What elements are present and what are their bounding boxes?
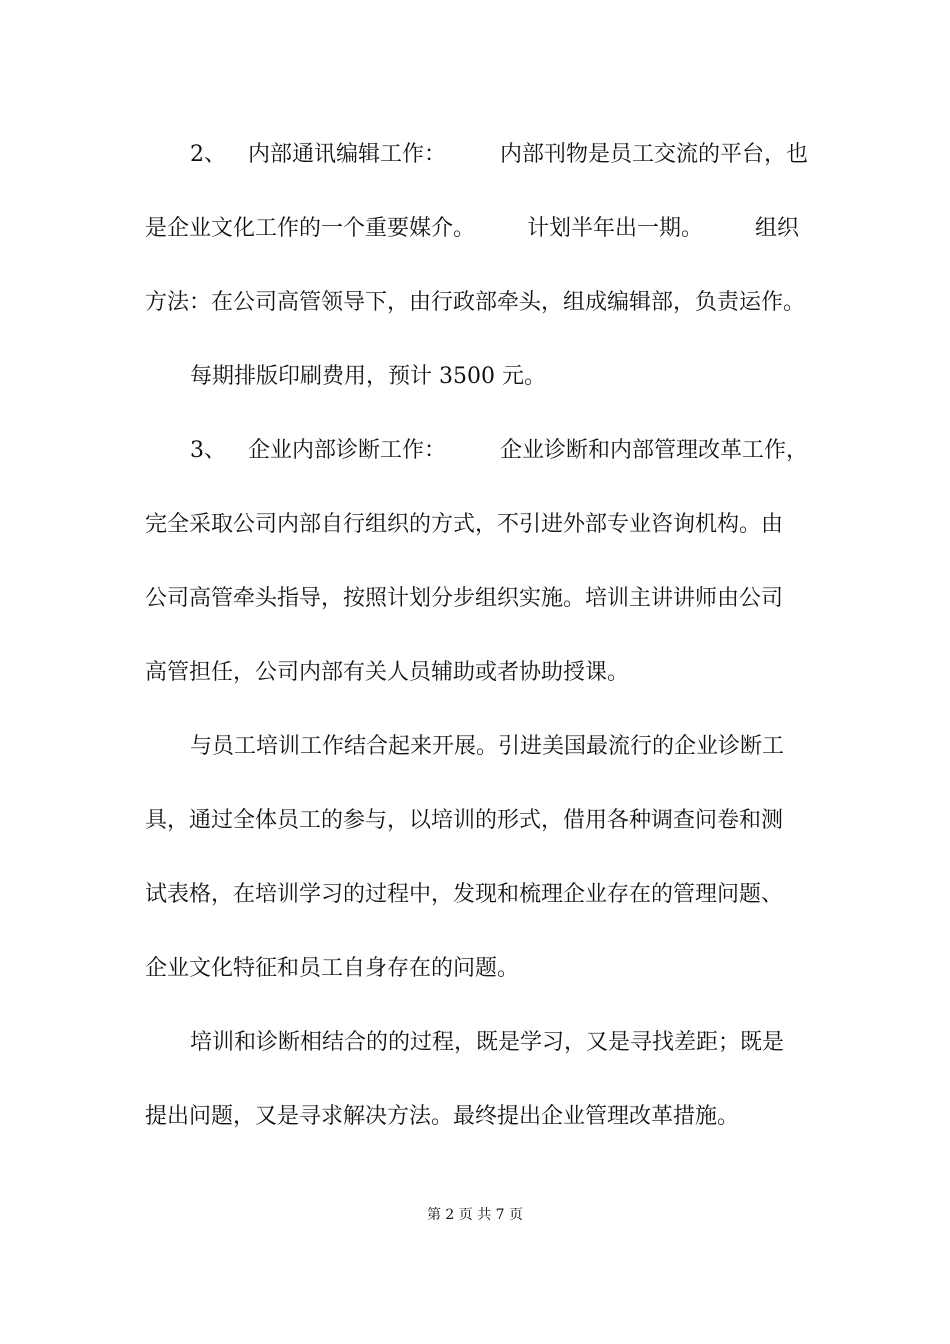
line-text: 与员工培训工作结合起来开展。引进美国最流行的企业诊断工	[190, 734, 785, 759]
line-text: 企业文化特征和员工自身存在的问题。	[145, 956, 520, 981]
item-heading: 企业内部诊断工作：	[248, 438, 447, 463]
text-line-2	[145, 216, 825, 242]
text-line-13	[190, 1030, 870, 1056]
line-segment: 是企业文化工作的一个重要媒介。	[145, 216, 476, 241]
item-text: 内部刊物是员工交流的平台，也	[500, 142, 809, 167]
line-text: 每期排版印刷费用，预计 3500 元。	[190, 364, 546, 389]
page-number-footer: 第 2 页 共 7 页	[426, 1207, 524, 1223]
line-text: 公司高管牵头指导，按照计划分步组织实施。培训主讲讲师由公司	[145, 586, 784, 611]
line-segment: 计划半年出一期。	[527, 216, 704, 241]
text-line-4	[190, 364, 870, 390]
text-line-3	[145, 290, 825, 316]
line-segment: 组织	[755, 216, 800, 241]
line-text: 完全采取公司内部自行组织的方式，不引进外部专业咨询机构。由	[145, 512, 784, 537]
text-line-8	[145, 660, 825, 686]
line-text: 试表格，在培训学习的过程中，发现和梳理企业存在的管理问题、	[145, 882, 784, 907]
item-heading: 内部通讯编辑工作：	[248, 142, 447, 167]
text-line-6	[145, 512, 825, 538]
item-number: 3、	[190, 438, 226, 463]
text-line-12	[145, 956, 825, 982]
text-line-14	[145, 1104, 825, 1130]
line-text: 具，通过全体员工的参与，以培训的形式，借用各种调查问卷和测	[145, 808, 784, 833]
text-line-1	[190, 142, 870, 168]
text-line-9	[190, 734, 870, 760]
line-text: 高管担任，公司内部有关人员辅助或者协助授课。	[145, 660, 630, 685]
text-line-11	[145, 882, 825, 908]
line-text: 培训和诊断相结合的的过程，既是学习，又是寻找差距；既是	[190, 1030, 785, 1055]
text-line-5	[190, 438, 870, 464]
line-text: 提出问题，又是寻求解决方法。最终提出企业管理改革措施。	[145, 1104, 740, 1129]
text-line-10	[145, 808, 825, 834]
item-number: 2、	[190, 142, 226, 167]
item-text: 企业诊断和内部管理改革工作，	[500, 438, 809, 463]
text-line-7	[145, 586, 825, 612]
line-text: 方法：在公司高管领导下，由行政部牵头，组成编辑部，负责运作。	[145, 290, 806, 315]
